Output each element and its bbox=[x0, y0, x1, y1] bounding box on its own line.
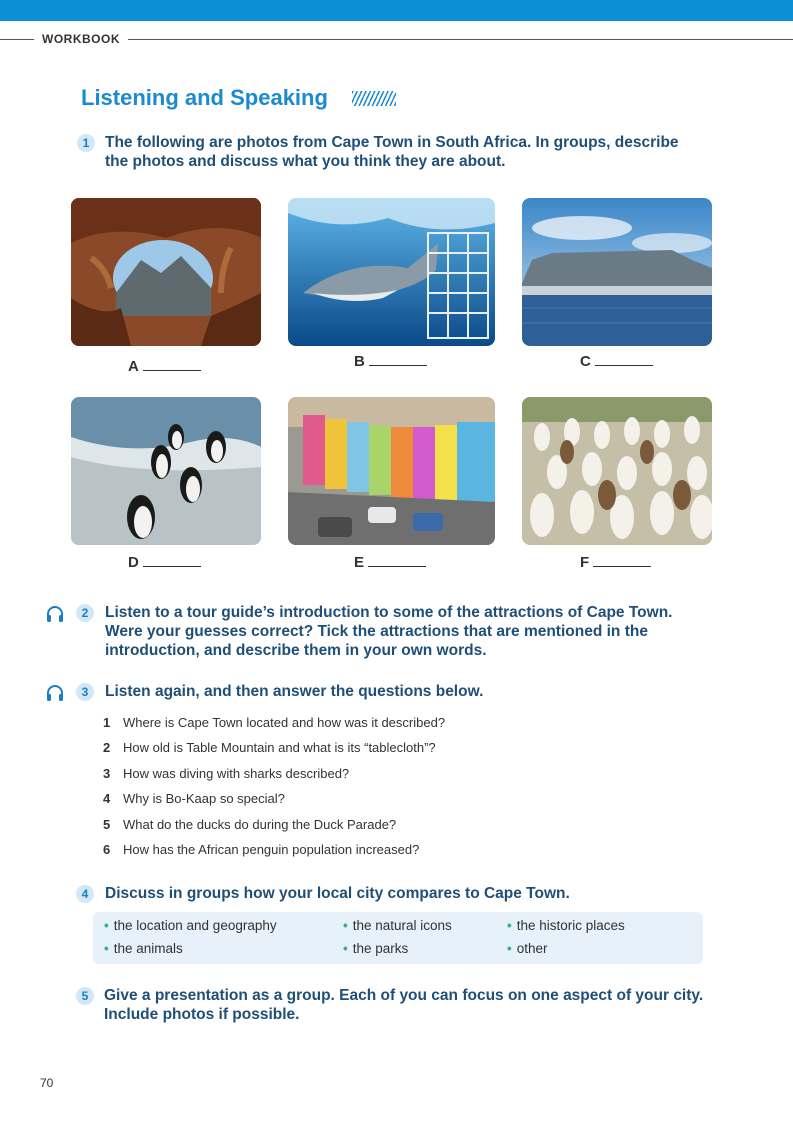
photo-a-answer-blank[interactable] bbox=[143, 358, 201, 371]
workbook-label: WORKBOOK bbox=[42, 32, 120, 46]
photo-f-answer-blank[interactable] bbox=[593, 554, 651, 567]
question-5-line-1: Give a presentation as a group. Each of you can focus on one aspect of your city. bbox=[104, 987, 704, 1004]
page-number: 70 bbox=[40, 1076, 54, 1090]
photo-a-cave bbox=[71, 198, 261, 346]
question-2-line-3: introduction, and describe them in your own words. bbox=[105, 642, 487, 659]
title-hatch-decoration bbox=[352, 91, 396, 106]
photo-d-answer-blank[interactable] bbox=[143, 554, 201, 567]
photo-a-letter: A bbox=[128, 358, 139, 375]
question-2-line-2: Were your guesses correct? Tick the attractions that are mentioned in the bbox=[105, 623, 648, 640]
question-3-number: 3 bbox=[76, 683, 94, 701]
photo-f-label bbox=[580, 554, 651, 571]
list-item: 1 Where is Cape Town located and how was it described? bbox=[103, 715, 446, 730]
list-item: 5 What do the ducks do during the Duck Parade? bbox=[103, 817, 397, 832]
question-4-text: Discuss in groups how your local city compares to Cape Town. bbox=[105, 885, 570, 902]
photo-d-letter: D bbox=[128, 554, 139, 571]
photo-b-letter: B bbox=[354, 353, 365, 370]
photo-f-duck-parade bbox=[522, 397, 712, 545]
question-5-text bbox=[104, 986, 703, 1024]
photo-b-label bbox=[354, 353, 427, 370]
photo-f-letter: F bbox=[580, 554, 590, 571]
question-1-text bbox=[105, 133, 679, 171]
question-2-text bbox=[105, 603, 672, 660]
list-item: 3 How was diving with sharks described? bbox=[103, 766, 350, 781]
photo-d-penguins bbox=[71, 397, 261, 545]
photo-e-label bbox=[354, 554, 426, 571]
question-5-line-2: Include photos if possible. bbox=[104, 1006, 300, 1023]
top-color-bar bbox=[0, 0, 793, 21]
photo-e-letter: E bbox=[354, 554, 365, 571]
headphones-icon[interactable] bbox=[45, 683, 65, 703]
bullet-item: • the animals bbox=[104, 941, 183, 956]
question-2-line-1: Listen to a tour guide’s introduction to some of the attractions of Cape Town. bbox=[105, 604, 673, 621]
list-item: 2 How old is Table Mountain and what is its “tablecloth”? bbox=[103, 740, 436, 755]
photo-b-shark bbox=[288, 198, 495, 346]
headphones-icon[interactable] bbox=[45, 604, 65, 624]
question-1-number: 1 bbox=[77, 134, 95, 152]
section-title: Listening and Speaking bbox=[81, 85, 328, 110]
bullet-item: • the location and geography bbox=[104, 918, 277, 933]
question-5-number: 5 bbox=[76, 987, 94, 1005]
question-1-line-1: The following are photos from Cape Town in South Africa. In groups, describe bbox=[105, 134, 679, 151]
question-4-number: 4 bbox=[76, 885, 94, 903]
photo-b-answer-blank[interactable] bbox=[369, 353, 427, 366]
question-2-number: 2 bbox=[76, 604, 94, 622]
bullet-item: • the natural icons bbox=[343, 918, 452, 933]
list-item: 4 Why is Bo-Kaap so special? bbox=[103, 791, 285, 806]
photo-c-table-mountain bbox=[522, 198, 712, 346]
bullet-item: • other bbox=[507, 941, 548, 956]
photo-e-bo-kaap bbox=[288, 397, 495, 545]
photo-c-answer-blank[interactable] bbox=[595, 353, 653, 366]
header-rule-right bbox=[128, 39, 793, 40]
photo-c-letter: C bbox=[580, 353, 591, 370]
bullet-item: • the historic places bbox=[507, 918, 625, 933]
question-1-line-2: the photos and discuss what you think they are about. bbox=[105, 153, 506, 170]
photo-c-label bbox=[580, 353, 653, 370]
workbook-header bbox=[0, 31, 793, 49]
question-3-text: Listen again, and then answer the questions below. bbox=[105, 683, 484, 700]
bullet-item: • the parks bbox=[343, 941, 409, 956]
list-item: 6 How has the African penguin population increased? bbox=[103, 842, 420, 857]
photo-d-label bbox=[128, 554, 201, 571]
header-rule-left bbox=[0, 39, 34, 40]
photo-e-answer-blank[interactable] bbox=[368, 554, 426, 567]
photo-a-label bbox=[128, 358, 201, 375]
